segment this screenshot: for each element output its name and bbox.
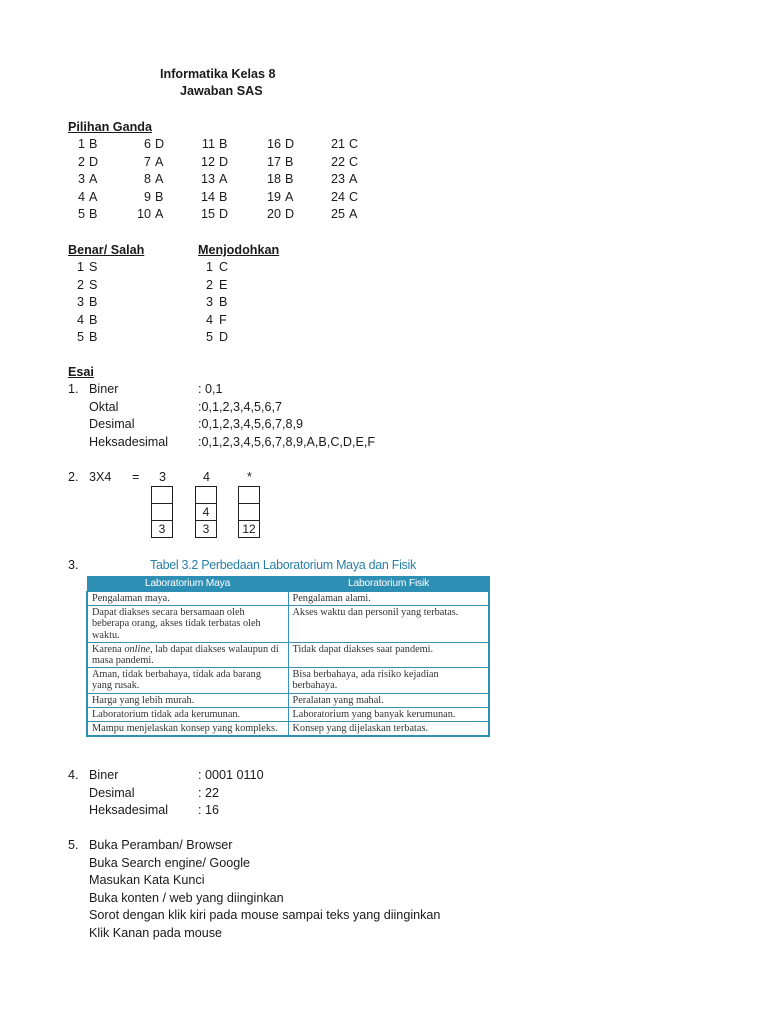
row-value: : 0001 0110: [198, 768, 264, 782]
digit-box: [238, 486, 260, 503]
table-header-maya: Laboratorium Maya: [87, 577, 288, 592]
table-cell-fisik: Akses waktu dan personil yang terbatas.: [288, 606, 489, 643]
row-value: :0,1,2,3,4,5,6,7,8,9,A,B,C,D,E,F: [198, 434, 376, 449]
row-value: :0,1,2,3,4,5,6,7,8,9: [198, 417, 304, 431]
answer-number: 18: [266, 172, 281, 186]
answer-number: 5: [77, 207, 85, 221]
step-item: Masukan Kata Kunci: [89, 873, 205, 887]
answer-letter: D: [285, 137, 295, 151]
answer-number: 3: [77, 172, 85, 186]
table-row: [87, 642, 489, 667]
table-cell-maya: Harga yang lebih murah.: [87, 693, 288, 707]
answer-letter: B: [89, 137, 98, 151]
answer-letter: A: [155, 154, 164, 169]
answer-number: 2: [205, 277, 213, 292]
answer-letter: A: [219, 172, 228, 186]
answer-number: 24: [330, 189, 345, 204]
answer-number: 4: [77, 189, 85, 204]
answer-number: 2: [76, 277, 84, 292]
question-4-number: 4.: [68, 768, 79, 782]
digit-stack: [238, 486, 260, 538]
table-cell-maya: Dapat diakses secara bersamaan oleh beberapa orang, akses tidak terbatas oleh waktu.: [87, 606, 288, 643]
row-value: : 16: [198, 803, 220, 817]
answer-number: 17: [266, 154, 281, 169]
digit-box: 12: [238, 520, 260, 538]
answer-number: 21: [330, 137, 345, 151]
answer-number: 6: [143, 137, 151, 151]
answer-letter: B: [219, 295, 228, 309]
row-value: : 22: [198, 785, 220, 800]
step-item: Klik Kanan pada mouse: [89, 925, 223, 940]
step-item: Buka Search engine/ Google: [89, 855, 251, 870]
answer-number: 14: [200, 189, 215, 204]
table-row: [87, 693, 489, 707]
table-cell-fisik: Konsep yang dijelaskan terbatas.: [288, 722, 489, 737]
answer-number: 25: [330, 207, 345, 221]
row-label: Desimal: [89, 785, 135, 800]
answer-letter: B: [285, 172, 294, 186]
pilihan-ganda-heading: Pilihan Ganda: [68, 120, 152, 134]
table-row: [87, 722, 489, 737]
answer-letter: C: [219, 260, 229, 274]
answer-letter: C: [349, 137, 359, 151]
answer-number: 3: [205, 295, 213, 309]
answer-number: 5: [205, 330, 213, 344]
row-label: Biner: [89, 382, 119, 396]
question-1-number: 1.: [68, 382, 79, 396]
answer-letter: B: [89, 295, 98, 309]
question-2-operand-a: 3: [159, 470, 167, 484]
question-2-operator: *: [247, 470, 252, 484]
cell-text: , lab dapat diakses walaupun di masa pandemi.: [92, 643, 279, 667]
digit-box: 3: [195, 520, 217, 538]
digit-stack: [195, 486, 217, 538]
answer-number: 16: [266, 137, 281, 151]
answer-letter: A: [89, 172, 98, 186]
cell-text-italic: online: [124, 643, 151, 655]
answer-number: 2: [77, 154, 85, 169]
answer-number: 5: [76, 330, 84, 344]
row-label: Desimal: [89, 417, 135, 431]
answer-letter: B: [89, 330, 98, 344]
answer-number: 1: [76, 260, 84, 274]
question-2-expression: 3X4: [89, 470, 112, 484]
step-item: Buka konten / web yang diinginkan: [89, 890, 284, 905]
answer-number: 1: [205, 260, 213, 274]
answer-letter: B: [219, 189, 228, 204]
answer-number: 20: [266, 207, 281, 221]
digit-box: 3: [151, 520, 173, 538]
answer-number: 1: [77, 137, 85, 151]
answer-number: 3: [76, 295, 84, 309]
row-value: : 0,1: [198, 382, 223, 396]
table-row: [87, 668, 489, 693]
answer-letter: D: [219, 154, 229, 169]
answer-number: 4: [76, 312, 84, 327]
answer-letter: B: [219, 137, 228, 151]
answer-letter: B: [89, 207, 98, 221]
table-cell-maya: [87, 642, 288, 667]
answer-letter: S: [89, 277, 98, 292]
answer-number: 11: [201, 137, 215, 151]
table-caption: Tabel 3.2 Perbedaan Laboratorium Maya dan Fisik: [150, 558, 416, 572]
answer-letter: A: [89, 189, 98, 204]
table-row: [87, 592, 489, 606]
question-2-number: 2.: [68, 470, 79, 484]
answer-letter: D: [219, 330, 229, 344]
table-cell-fisik: Pengalaman alami.: [288, 592, 489, 606]
answer-letter: F: [219, 312, 227, 327]
table-cell-maya: Mampu menjelaskan konsep yang kompleks.: [87, 722, 288, 737]
answer-letter: B: [285, 154, 294, 169]
row-label: Biner: [89, 768, 119, 782]
answer-letter: S: [89, 260, 98, 274]
answer-letter: C: [349, 189, 359, 204]
answer-letter: D: [285, 207, 295, 221]
answer-number: 23: [330, 172, 345, 186]
question-3-number: 3.: [68, 558, 79, 572]
document-subtitle: Jawaban SAS: [180, 84, 263, 98]
answer-number: 8: [143, 172, 151, 186]
row-label: Oktal: [89, 399, 119, 414]
row-value: :0,1,2,3,4,5,6,7: [198, 399, 283, 414]
digit-stack: [151, 486, 173, 538]
answer-letter: A: [155, 207, 164, 221]
answer-number: 12: [200, 154, 215, 169]
comparison-table: [86, 576, 490, 737]
answer-letter: D: [219, 207, 229, 221]
answer-number: 9: [143, 189, 151, 204]
table-cell-maya: Aman, tidak berbahaya, tidak ada barang yang rusak.: [87, 668, 288, 693]
document-title: Informatika Kelas 8: [160, 67, 276, 81]
answer-number: 22: [330, 154, 345, 169]
table-cell-fisik: Bisa berbahaya, ada risiko kejadian berbahaya.: [288, 668, 489, 693]
table-cell-fisik: Peralatan yang mahal.: [288, 693, 489, 707]
digit-box: 4: [195, 503, 217, 520]
answer-letter: A: [155, 172, 164, 186]
benar-salah-heading: Benar/ Salah: [68, 243, 145, 257]
step-item: Buka Peramban/ Browser: [89, 838, 233, 852]
cell-text: Karena: [92, 643, 125, 655]
answer-number: 4: [205, 312, 213, 327]
answer-letter: A: [349, 207, 358, 221]
digit-box: [151, 503, 173, 520]
step-item: Sorot dengan klik kiri pada mouse sampai teks yang diinginkan: [89, 908, 441, 922]
row-label: Heksadesimal: [89, 803, 169, 817]
menjodohkan-heading: Menjodohkan: [198, 243, 280, 257]
answer-number: 15: [200, 207, 215, 221]
table-cell-maya: Laboratorium tidak ada kerumunan.: [87, 707, 288, 721]
question-2-operand-b: 4: [203, 470, 211, 484]
table-row: [87, 606, 489, 643]
table-row: [87, 707, 489, 721]
table-header-fisik: Laboratorium Fisik: [288, 577, 489, 592]
answer-letter: D: [155, 137, 165, 151]
table-cell-maya: Pengalaman maya.: [87, 592, 288, 606]
answer-letter: C: [349, 154, 359, 169]
answer-letter: B: [155, 189, 164, 204]
esai-heading: Esai: [68, 365, 94, 379]
row-label: Heksadesimal: [89, 434, 169, 449]
answer-number: 13: [200, 172, 215, 186]
table-cell-fisik: Tidak dapat diakses saat pandemi.: [288, 642, 489, 667]
question-2-equals: =: [132, 470, 140, 484]
answer-letter: E: [219, 277, 228, 292]
answer-letter: D: [89, 154, 99, 169]
digit-box: [238, 503, 260, 520]
answer-letter: B: [89, 312, 98, 327]
answer-letter: A: [349, 172, 358, 186]
answer-letter: A: [285, 189, 294, 204]
table-cell-fisik: Laboratorium yang banyak kerumunan.: [288, 707, 489, 721]
digit-box: [151, 486, 173, 503]
answer-number: 7: [143, 154, 151, 169]
answer-number: 19: [266, 189, 281, 204]
question-5-number: 5.: [68, 838, 79, 852]
answer-number: 10: [136, 207, 151, 221]
digit-box: [195, 486, 217, 503]
